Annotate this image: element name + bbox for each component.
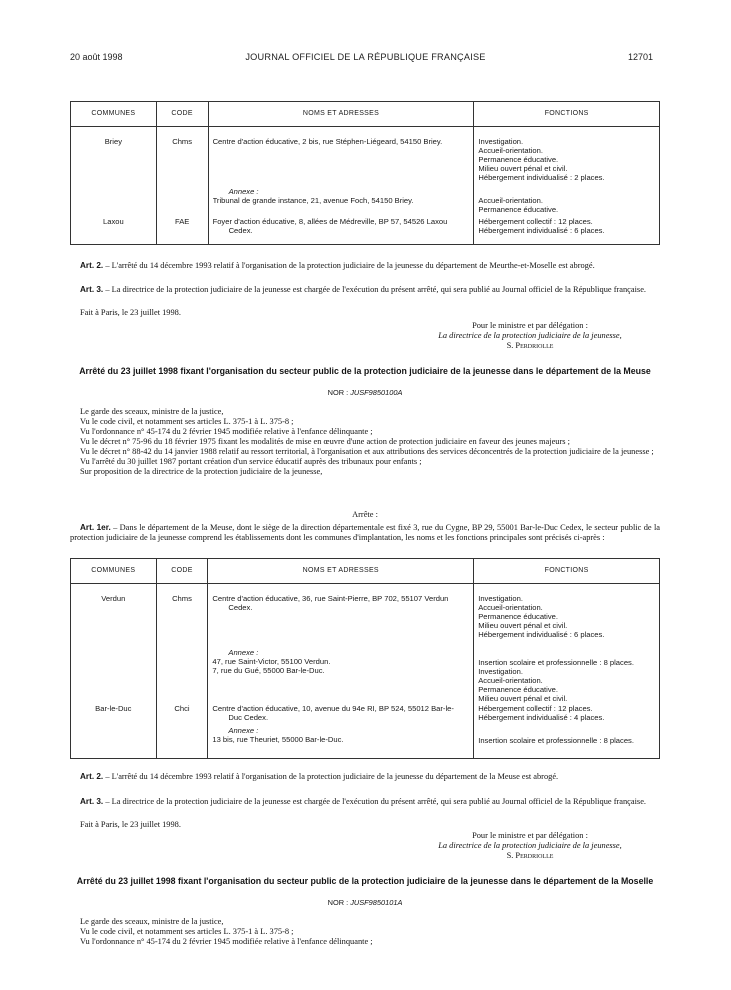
fait-a-paris: Fait à Paris, le 23 juillet 1998. (80, 308, 181, 317)
article-label: Art. 2. (80, 261, 104, 270)
preamble-line: Vu le code civil, et notamment ses articles L. 375-1 à L. 375-8 ; (80, 927, 294, 937)
fonctions-cell (474, 127, 660, 183)
fonctions-cell (474, 183, 660, 217)
commune-cell: Verdun (71, 584, 157, 640)
article-text: – L'arrêté du 14 décembre 1993 relatif à l'organisation de la protection judiciaire de la jeunesse du département de Meurthe-et-Moselle est abrogé. (103, 261, 595, 270)
nor-line (70, 389, 660, 398)
code-cell: Chci (156, 704, 208, 726)
function-line: Permanence éducative. (478, 612, 558, 622)
table-header-row (71, 102, 660, 127)
address-line: 47, rue Saint-Victor, 55100 Verdun. (212, 656, 331, 666)
signature-block (400, 321, 660, 351)
signature-title: La directrice de la protection judiciaire de la jeunesse, (438, 331, 622, 341)
article-text: – L'arrêté du 14 décembre 1993 relatif à l'organisation de la protection judiciaire de la jeunesse du département de la Meuse est abrogé. (103, 772, 559, 781)
col-header-noms: NOMS ET ADRESSES (208, 102, 474, 127)
noms-cell (208, 183, 474, 217)
address-line: Tribunal de grande instance, 21, avenue Foch, 54150 Briey. (212, 195, 414, 205)
function-line: Accueil-orientation. (478, 195, 543, 205)
address-line: Cedex. (228, 603, 253, 613)
article-2-meuse (70, 772, 660, 782)
address-line: Centre d'action éducative, 36, rue Saint-Pierre, BP 702, 55107 Verdun (212, 594, 449, 603)
function-line: Milieu ouvert pénal et civil. (478, 693, 568, 703)
commune-cell (71, 640, 157, 704)
preamble-line: Le garde des sceaux, ministre de la justice, (80, 917, 224, 926)
function-line: Permanence éducative. (478, 684, 558, 694)
article-1-meuse (70, 523, 660, 543)
preamble-moselle (70, 917, 660, 947)
col-header-noms: NOMS ET ADRESSES (208, 559, 474, 584)
function-line: Milieu ouvert pénal et civil. (478, 621, 568, 631)
col-header-code: CODE (156, 559, 208, 584)
code-cell: FAE (156, 217, 208, 245)
fonctions-cell (474, 726, 660, 759)
fonctions-cell (474, 217, 660, 245)
commune-cell: Bar-le-Duc (71, 704, 157, 726)
function-line: Accueil-orientation. (478, 675, 543, 685)
signature-block (400, 831, 660, 861)
page-number: 12701 (628, 52, 654, 62)
function-line: Accueil-orientation. (478, 603, 543, 613)
code-cell: Chms (156, 584, 208, 640)
establishments-table-meuse (70, 558, 660, 759)
function-line: Permanence éducative. (478, 155, 559, 165)
table-row (71, 584, 660, 640)
table-header-row (71, 559, 660, 584)
article-label: Art. 3. (80, 285, 104, 294)
address-line: 7, rue du Gué, 55000 Bar-le-Duc. (212, 665, 325, 675)
address-line: Cedex. (228, 225, 253, 235)
signature-delegation: Pour le ministre et par délégation : (472, 831, 588, 840)
preamble-line: Vu l'arrêté du 30 juillet 1987 portant création d'un service éducatif auprès des tribunaux pour enfants ; (80, 457, 422, 467)
signature-delegation: Pour le ministre et par délégation : (472, 321, 588, 330)
noms-cell (208, 584, 474, 640)
table-row (71, 704, 660, 726)
function-line: Hébergement individualisé : 2 places. (478, 173, 605, 183)
col-header-fonctions: FONCTIONS (474, 559, 660, 584)
commune-cell (71, 183, 157, 217)
preamble-line: Vu le décret n° 88-42 du 14 janvier 1988 relatif au ressort territorial, à l'organisation et aux attributions des services déconcentrés de la protection judiciaire de la jeunesse ; (80, 447, 654, 457)
function-line: Hébergement collectif : 12 places. (478, 216, 593, 226)
nor-code: JUSF9850101A (350, 898, 403, 907)
function-line: Hébergement individualisé : 6 places. (478, 225, 605, 235)
function-line: Investigation. (478, 137, 524, 146)
function-line: Hébergement collectif : 12 places. (478, 703, 593, 713)
col-header-fonctions: FONCTIONS (474, 102, 660, 127)
preamble-line: Sur proposition de la directrice de la protection judiciaire de la jeunesse, (80, 467, 323, 477)
address-line: 13 bis, rue Theuriet, 55000 Bar-le-Duc. (212, 734, 344, 744)
page-date: 20 août 1998 (70, 52, 123, 62)
article-2-meurthe (70, 261, 660, 271)
preamble-line: Vu l'ordonnance n° 45-174 du 2 février 1945 modifiée relative à l'enfance délinquante ; (80, 937, 373, 947)
nor-line (70, 899, 660, 908)
annexe-label: Annexe : (228, 186, 259, 196)
commune-cell: Laxou (71, 217, 157, 245)
function-line: Insertion scolaire et professionnelle : 8 places. (478, 735, 634, 745)
function-line: Investigation. (478, 666, 523, 676)
function-line: Insertion scolaire et professionnelle : 8 places. (478, 657, 634, 667)
preamble-line: Vu l'ordonnance n° 45-174 du 2 février 1945 modifiée relative à l'enfance délinquante ; (80, 427, 373, 437)
col-header-communes: COMMUNES (71, 102, 157, 127)
fonctions-cell (474, 584, 660, 640)
noms-cell (208, 127, 474, 183)
noms-cell (208, 704, 474, 726)
code-cell: Chms (156, 127, 208, 183)
table-row (71, 726, 660, 759)
preamble-meuse (70, 407, 660, 478)
address-line: Centre d'action éducative, 10, avenue du 94e RI, BP 524, 55012 Bar-le- (212, 703, 454, 713)
annexe-label: Annexe : (228, 725, 259, 735)
preamble-line: Vu le décret n° 75-96 du 18 février 1975 fixant les modalités de mise en œuvre d'une action de protection judiciaire en faveur des jeunes majeurs ; (80, 437, 570, 447)
article-label: Art. 3. (80, 797, 104, 806)
noms-cell (208, 640, 474, 704)
address-line: Duc Cedex. (228, 712, 269, 722)
article-text: – Dans le département de la Meuse, dont le siège de la direction départementale est fixé 3, rue du Cygne, BP 29, 55001 Bar-le-Duc Cedex, le secteur public de la protection judiciaire de la jeunesse comprend les établissements dont les communes d'implantation, les noms et les fonctions principales sont précisés ci-après : (70, 523, 660, 543)
function-line: Accueil-orientation. (478, 146, 543, 156)
article-3-meuse (70, 797, 660, 807)
function-line: Hébergement individualisé : 6 places. (478, 630, 605, 640)
journal-title: JOURNAL OFFICIEL DE LA RÉPUBLIQUE FRANÇAISE (245, 52, 486, 62)
fonctions-cell (474, 704, 660, 726)
table-row (71, 183, 660, 217)
fait-a-paris: Fait à Paris, le 23 juillet 1998. (80, 820, 181, 829)
article-label: Art. 2. (80, 772, 104, 781)
annexe-label: Annexe : (228, 647, 259, 657)
col-header-communes: COMMUNES (71, 559, 157, 584)
function-line: Hébergement individualisé : 4 places. (478, 712, 605, 722)
decree-title-meuse: Arrêté du 23 juillet 1998 fixant l'organisation du secteur public de la protection judiciaire de la jeunesse dans le département de la Meuse (79, 366, 651, 376)
establishments-table-meurthe (70, 101, 660, 245)
table-row (71, 217, 660, 245)
signature-title: La directrice de la protection judiciaire de la jeunesse, (438, 841, 622, 851)
article-3-meurthe (70, 285, 660, 295)
table-row (71, 127, 660, 183)
nor-label: NOR : (327, 388, 351, 397)
article-label: Art. 1er. (80, 523, 111, 532)
code-cell (156, 183, 208, 217)
table-row (71, 640, 660, 704)
function-line: Milieu ouvert pénal et civil. (478, 164, 568, 174)
code-cell (156, 726, 208, 759)
fonctions-cell (474, 640, 660, 704)
decree-title-moselle: Arrêté du 23 juillet 1998 fixant l'organisation du secteur public de la protection judiciaire de la jeunesse dans le département de la Moselle (76, 876, 654, 886)
noms-cell (208, 217, 474, 245)
noms-cell (208, 726, 474, 759)
function-line: Investigation. (478, 594, 523, 603)
preamble-line: Vu le code civil, et notamment ses articles L. 375-1 à L. 375-8 ; (80, 417, 294, 427)
signature-name: S. Perdriolle (506, 341, 554, 351)
col-header-code: CODE (156, 102, 208, 127)
article-text: – La directrice de la protection judiciaire de la jeunesse est chargée de l'exécution du présent arrêté, qui sera publié au Journal officiel de la République française. (103, 285, 647, 294)
nor-label: NOR : (327, 898, 351, 907)
function-line: Permanence éducative. (478, 204, 559, 214)
code-cell (156, 640, 208, 704)
arrete-heading: Arrête : (352, 510, 378, 519)
preamble-line: Le garde des sceaux, ministre de la justice, (80, 407, 224, 416)
address-line: Centre d'action éducative, 2 bis, rue Stéphen-Liégeard, 54150 Briey. (212, 137, 443, 146)
nor-code: JUSF9850100A (350, 388, 403, 397)
article-text: – La directrice de la protection judiciaire de la jeunesse est chargée de l'exécution du présent arrêté, qui sera publié au Journal officiel de la République française. (103, 797, 647, 806)
commune-cell: Briey (71, 127, 157, 183)
commune-cell (71, 726, 157, 759)
address-line: Foyer d'action éducative, 8, allées de Médreville, BP 57, 54526 Laxou (212, 216, 448, 226)
signature-name: S. Perdriolle (506, 851, 554, 861)
